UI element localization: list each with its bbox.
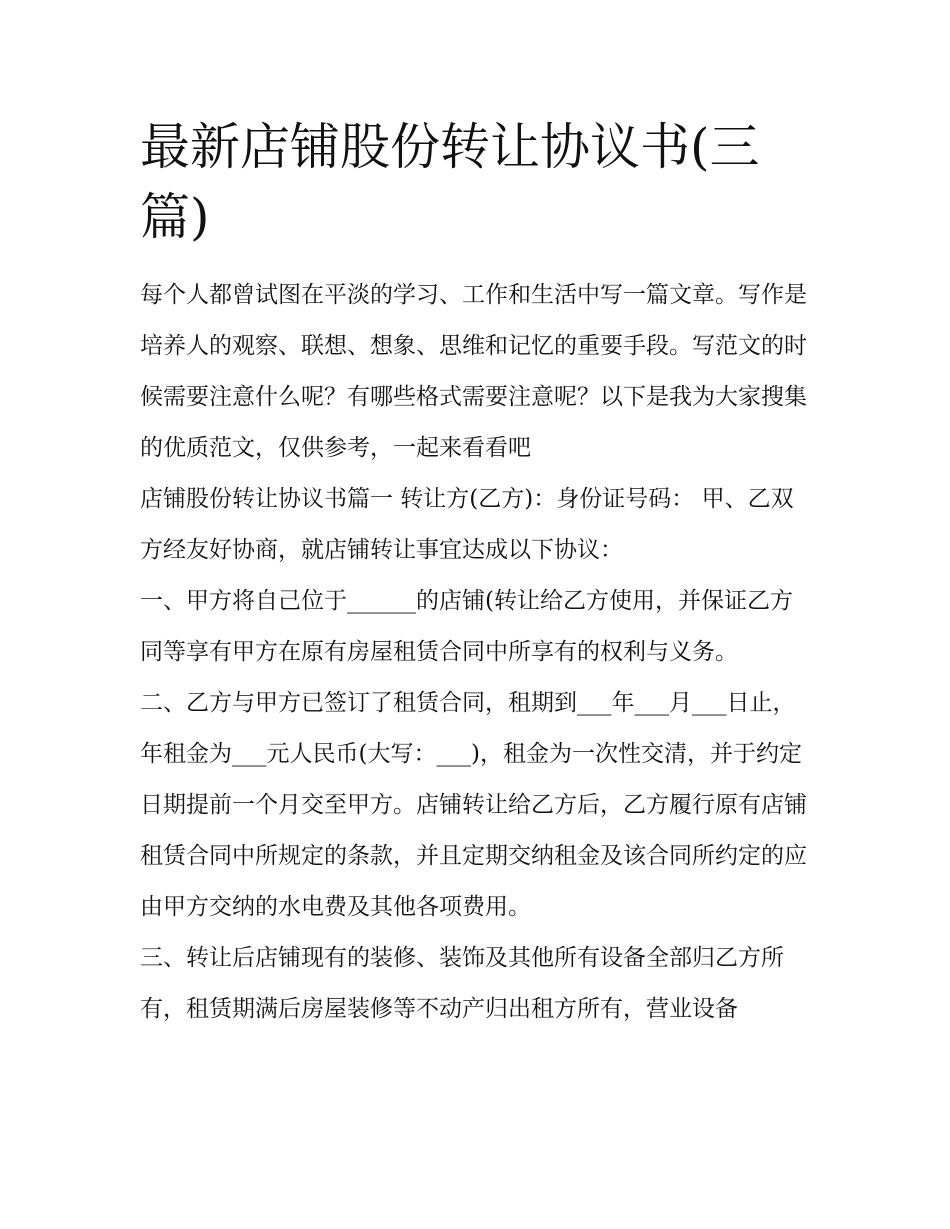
intro-paragraph: 每个人都曾试图在平淡的学习、工作和生活中写一篇文章。写作是培养人的观察、联想、想象、思维和记忆的重要手段。写范文的时候需要注意什么呢？有哪些格式需要注意呢？以下是我为大家搜集的优质范文，仅供参考，一起来看看吧 xyxy=(140,282,807,461)
document-content xyxy=(140,112,812,1035)
clause-1-paragraph: 一、甲方将自己位于______的店铺(转让给乙方使用，并保证乙方同等享有甲方在原有房屋租赁合同中所享有的权利与义务。 xyxy=(140,588,793,665)
document-body xyxy=(140,270,812,1035)
clause-3-paragraph: 三、转让后店铺现有的装修、装饰及其他所有设备全部归乙方所有，租赁期满后房屋装修等不动产归出租方所有，营业设备 xyxy=(140,945,784,1022)
agreement-heading-paragraph: 店铺股份转让协议书篇一 转让方(乙方)：身份证号码： 甲、乙双方经友好协商，就店铺转让事宜达成以下协议： xyxy=(140,486,794,563)
document-title: 最新店铺股份转让协议书(三篇) xyxy=(140,118,760,246)
clause-2-paragraph: 二、乙方与甲方已签订了租赁合同，租期到___年___月___日止，年租金为___元人民币(大写：___)，租金为一次性交清，并于约定日期提前一个月交至甲方。店铺转让给乙方后，乙方履行原有店铺租赁合同中所规定的条款，并且定期交纳租金及该合同所约定的应由甲方交纳的水电费及其他各项费用。 xyxy=(140,690,807,920)
